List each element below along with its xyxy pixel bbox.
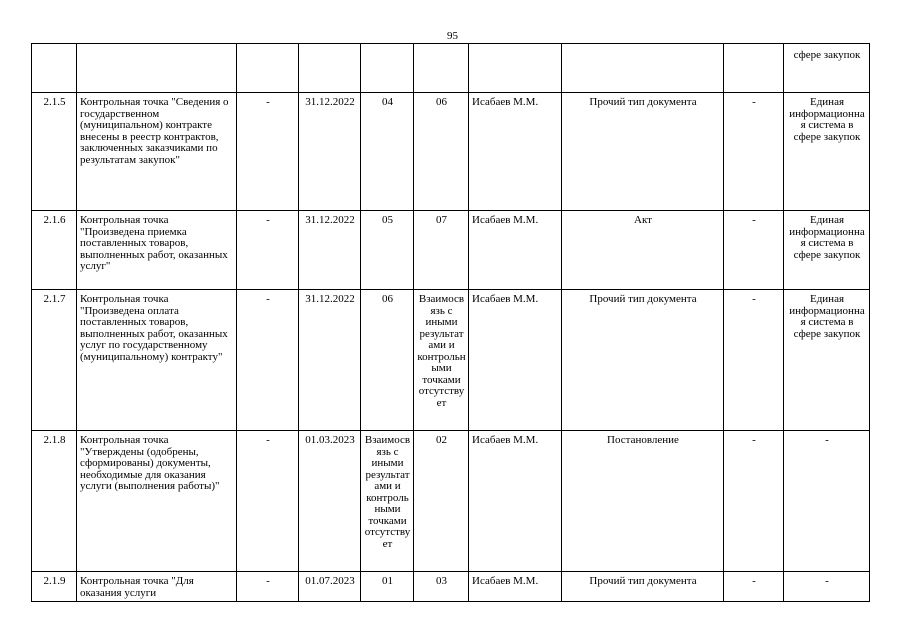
cell-level: -: [724, 93, 784, 211]
cell-base-value: -: [237, 290, 299, 431]
cell-number: 2.1.9: [32, 572, 77, 602]
cell-base-value: -: [237, 211, 299, 290]
cell-level: -: [724, 211, 784, 290]
cell-deadline: [299, 44, 361, 93]
cell-deadline: 01.03.2023: [299, 431, 361, 572]
cell-base-value: -: [237, 431, 299, 572]
cell-info-system: сфере закупок: [784, 44, 870, 93]
table-row: [32, 211, 870, 290]
cell-predecessor: 04: [361, 93, 414, 211]
cell-responsible: Исабаев М.М.: [469, 572, 562, 602]
cell-successor: 03: [414, 572, 469, 602]
cell-deadline: 01.07.2023: [299, 572, 361, 602]
table-row: [32, 572, 870, 602]
cell-name: Контрольная точка "Произведена приемка поставленных товаров, выполненных работ, оказанных услуг": [77, 211, 237, 290]
cell-responsible: Исабаев М.М.: [469, 211, 562, 290]
cell-name: Контрольная точка "Для оказания услуги: [77, 572, 237, 602]
cell-number: [32, 44, 77, 93]
cell-base-value: -: [237, 572, 299, 602]
cell-deadline: 31.12.2022: [299, 290, 361, 431]
cell-number: 2.1.7: [32, 290, 77, 431]
cell-successor: 07: [414, 211, 469, 290]
table-row: [32, 93, 870, 211]
cell-responsible: Исабаев М.М.: [469, 93, 562, 211]
cell-info-system: -: [784, 572, 870, 602]
cell-level: -: [724, 572, 784, 602]
cell-info-system: Единая информационная система в сфере закупок: [784, 211, 870, 290]
cell-successor: [414, 44, 469, 93]
cell-predecessor: 05: [361, 211, 414, 290]
cell-document-type: Прочий тип документа: [562, 572, 724, 602]
cell-name: Контрольная точка "Сведения о государственном (муниципальном) контракте внесены в реестр контрактов, заключенных заказчиками по результатам закупок": [77, 93, 237, 211]
cell-name: Контрольная точка "Произведена оплата поставленных товаров, выполненных работ, оказанных услуг по государственному (муниципальному) контракту": [77, 290, 237, 431]
cell-document-type: Постановление: [562, 431, 724, 572]
cell-base-value: [237, 44, 299, 93]
cell-successor: 06: [414, 93, 469, 211]
cell-responsible: Исабаев М.М.: [469, 431, 562, 572]
cell-level: -: [724, 290, 784, 431]
cell-deadline: 31.12.2022: [299, 211, 361, 290]
cell-responsible: [469, 44, 562, 93]
cell-info-system: -: [784, 431, 870, 572]
cell-number: 2.1.6: [32, 211, 77, 290]
cell-deadline: 31.12.2022: [299, 93, 361, 211]
cell-successor: Взаимосвязь с иными результатами и контрольными точками отсутствует: [414, 290, 469, 431]
page-number: 95: [447, 30, 458, 42]
cell-predecessor: 06: [361, 290, 414, 431]
cell-number: 2.1.8: [32, 431, 77, 572]
cell-name: Контрольная точка "Утверждены (одобрены, сформированы) документы, необходимые для оказания услуги (выполнения работы)": [77, 431, 237, 572]
cell-base-value: -: [237, 93, 299, 211]
table-row: [32, 431, 870, 572]
cell-document-type: Прочий тип документа: [562, 93, 724, 211]
control-points-table: [31, 43, 870, 602]
cell-predecessor: [361, 44, 414, 93]
cell-responsible: Исабаев М.М.: [469, 290, 562, 431]
cell-document-type: Акт: [562, 211, 724, 290]
cell-predecessor: Взаимосвязь с иными результатами и контрольными точками отсутствует: [361, 431, 414, 572]
table-row: [32, 44, 870, 93]
cell-name: [77, 44, 237, 93]
cell-info-system: Единая информационная система в сфере закупок: [784, 290, 870, 431]
cell-level: -: [724, 431, 784, 572]
cell-level: [724, 44, 784, 93]
cell-predecessor: 01: [361, 572, 414, 602]
cell-document-type: Прочий тип документа: [562, 290, 724, 431]
cell-info-system: Единая информационная система в сфере закупок: [784, 93, 870, 211]
table-row: [32, 290, 870, 431]
cell-number: 2.1.5: [32, 93, 77, 211]
cell-document-type: [562, 44, 724, 93]
cell-successor: 02: [414, 431, 469, 572]
